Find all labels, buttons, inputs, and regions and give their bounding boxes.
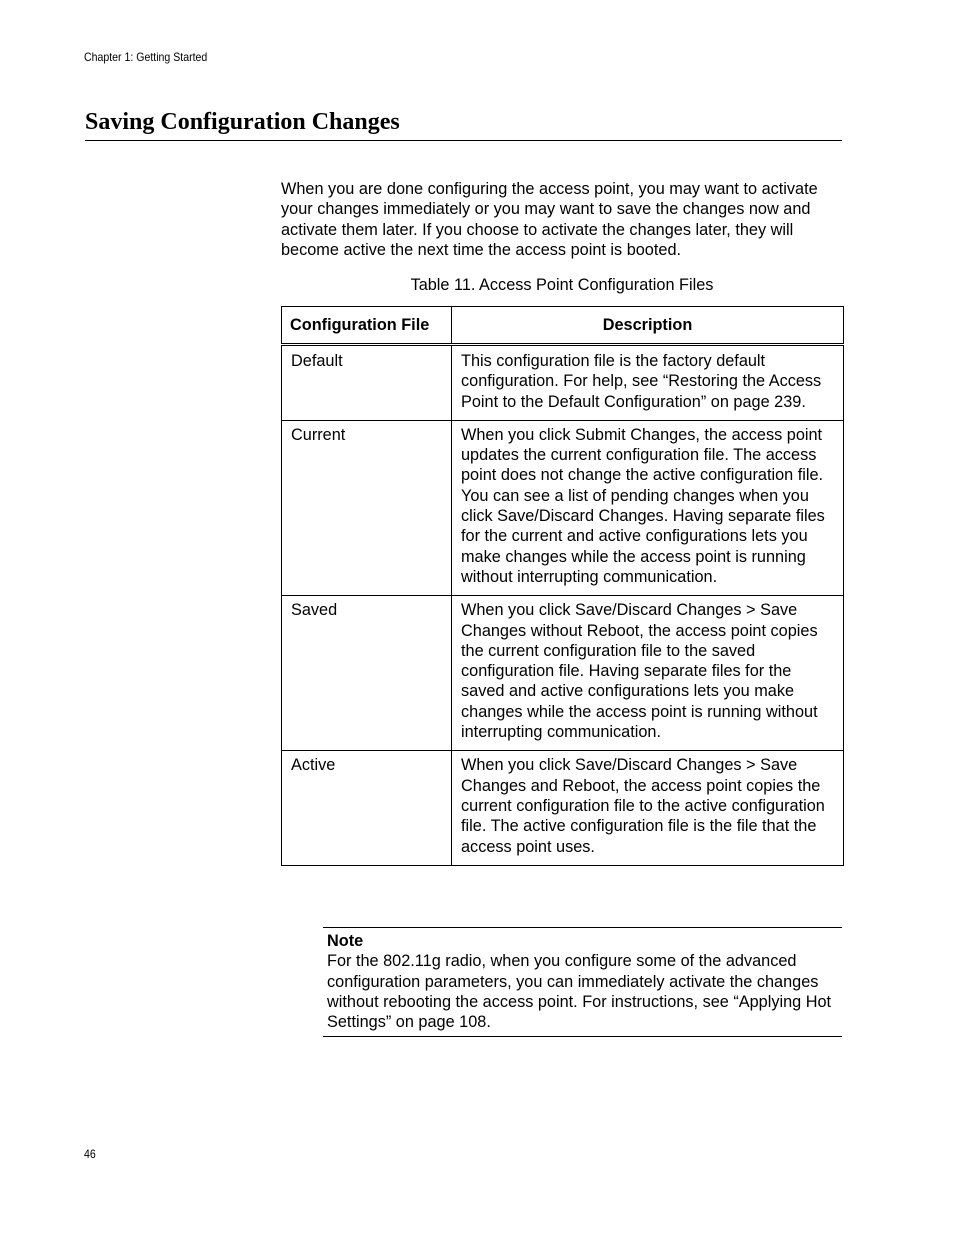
row-file-name: Active bbox=[282, 751, 452, 865]
note-text: For the 802.11g radio, when you configure some of the advanced configuration parameters, you can immediately activate the changes without rebooting the access point. For instructions, see “Applying Hot Settings” on page 108. bbox=[327, 952, 832, 1032]
configuration-files-table bbox=[281, 306, 844, 866]
table-header-row bbox=[282, 307, 844, 345]
note-label: Note bbox=[327, 932, 364, 950]
table-row bbox=[282, 420, 844, 595]
column-header-configuration-file: Configuration File bbox=[282, 307, 452, 345]
table-row bbox=[282, 596, 844, 751]
table-row bbox=[282, 751, 844, 865]
row-description: When you click Save/Discard Changes > Save Changes without Reboot, the access point copies the current configuration file to the saved configuration file. Having separate files for the saved and active configurations lets you make changes while the access point is running without interrupting communication. bbox=[452, 596, 844, 751]
row-file-name: Saved bbox=[282, 596, 452, 751]
row-description: When you click Submit Changes, the access point updates the current configuration file. The access point does not change the active configuration file. You can see a list of pending changes when you click Save/Discard Changes. Having separate files for the current and active configurations lets you make changes while the access point is running without interrupting communication. bbox=[452, 420, 844, 595]
page-number: 46 bbox=[84, 1147, 96, 1161]
row-file-name: Current bbox=[282, 420, 452, 595]
table-row bbox=[282, 345, 844, 421]
row-description: This configuration file is the factory default configuration. For help, see “Restoring the Access Point to the Default Configuration” on page 239. bbox=[452, 345, 844, 421]
row-description: When you click Save/Discard Changes > Save Changes and Reboot, the access point copies the current configuration file to the active configuration file. The active configuration file is the file that the access point uses. bbox=[452, 751, 844, 865]
row-file-name: Default bbox=[282, 345, 452, 421]
intro-paragraph: When you are done configuring the access point, you may want to activate your changes immediately or you may want to save the changes now and activate them later. If you choose to activate the changes later, they will become active the next time the access point is booted. bbox=[281, 180, 818, 259]
note-box bbox=[323, 927, 842, 1037]
section-title: Saving Configuration Changes bbox=[85, 106, 842, 141]
table-caption: Table 11. Access Point Configuration Files bbox=[410, 276, 714, 294]
column-header-description: Description bbox=[452, 307, 844, 345]
running-header: Chapter 1: Getting Started bbox=[84, 50, 208, 64]
